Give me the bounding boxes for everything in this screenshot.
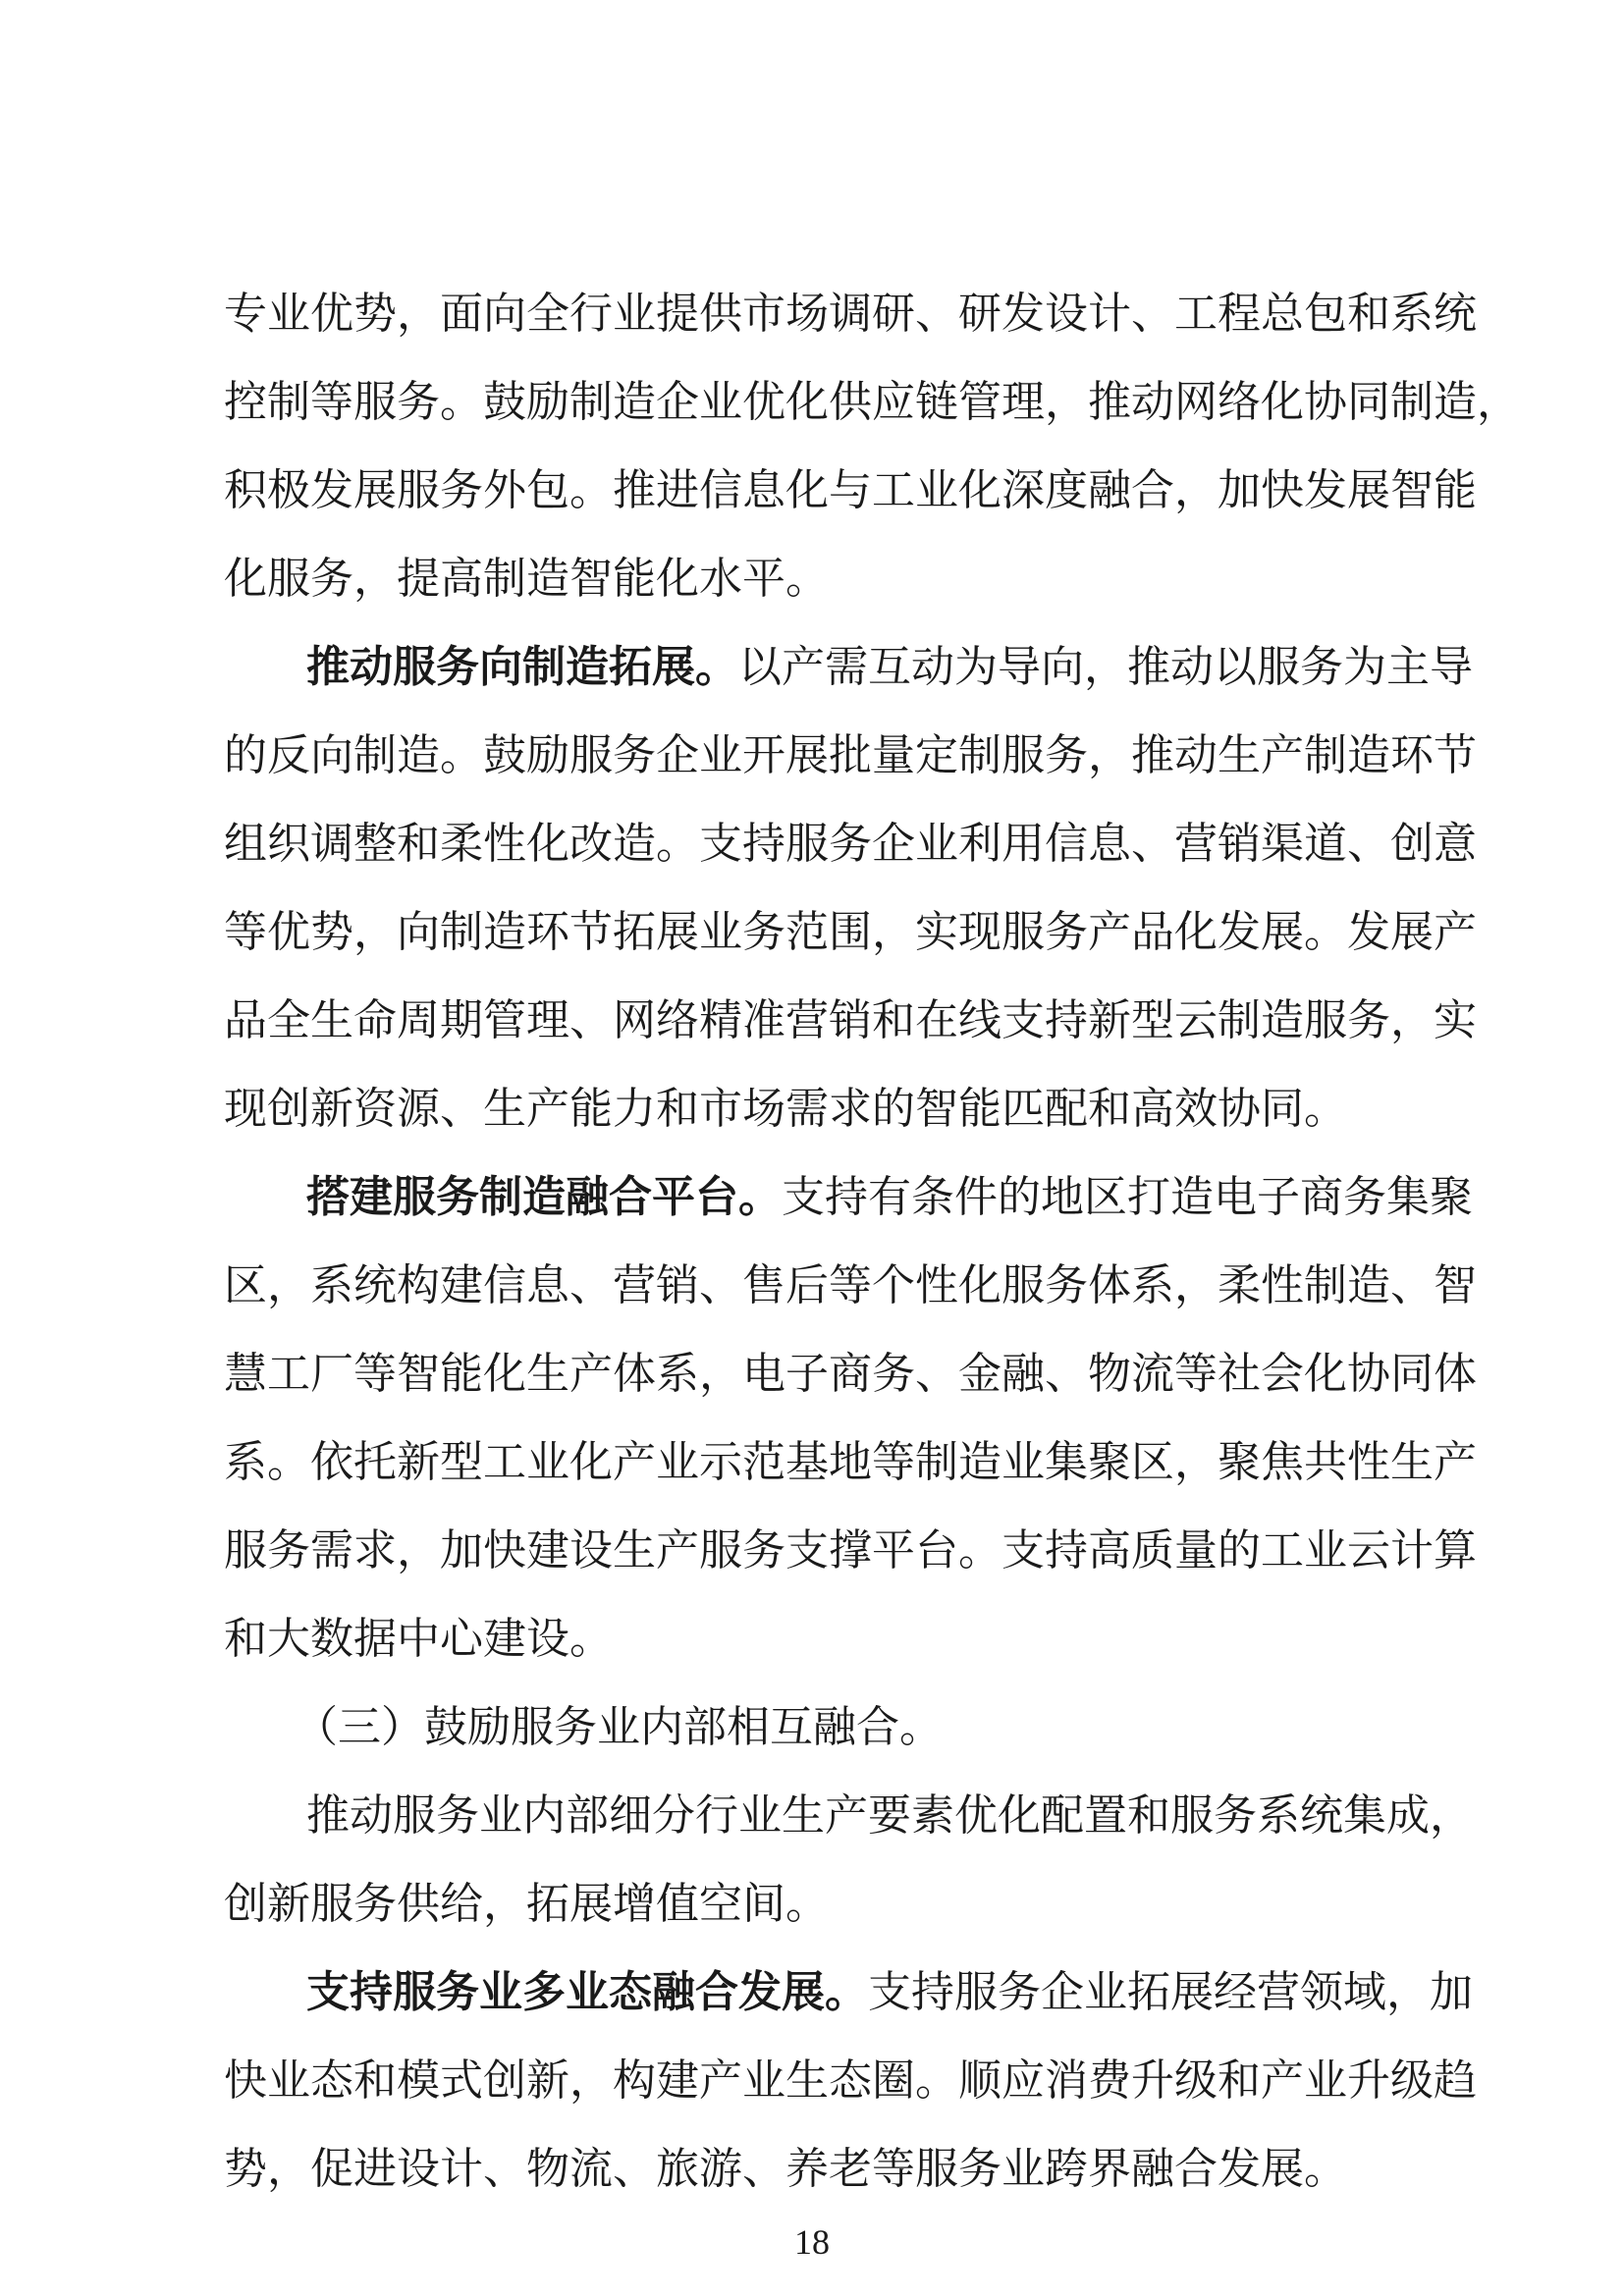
paragraph-first-line [306,1168,1473,1227]
text-line: 积极发展服务外包。推进信息化与工业化深度融合，加快发展智能 [224,465,1477,515]
paragraph-lead-heading: 推动服务向制造拓展。 [306,642,738,692]
text-line: 的反向制造。鼓励服务企业开展批量定制服务，推动生产制造环节 [224,730,1477,780]
text-line: 品全生命周期管理、网络精准营销和在线支持新型云制造服务，实 [224,995,1477,1045]
paragraph-text: 支持服务企业拓展经营领域，加 [868,1967,1473,2017]
paragraph-lead-heading: 搭建服务制造融合平台。 [306,1172,782,1222]
text-line: 组织调整和柔性化改造。支持服务企业利用信息、营销渠道、创意 [224,819,1477,869]
text-line: 区，系统构建信息、营销、售后等个性化服务体系，柔性制造、智 [224,1260,1477,1310]
text-line: 系。依托新型工业化产业示范基地等制造业集聚区，聚焦共性生产 [224,1437,1477,1487]
page-number: 18 [794,2222,830,2262]
text-line: 现创新资源、生产能力和市场需求的智能匹配和高效协同。 [224,1084,1347,1134]
section-heading: （三）鼓励服务业内部相互融合。 [295,1702,943,1752]
text-line: 快业态和模式创新，构建产业生态圈。顺应消费升级和产业升级趋 [224,2056,1477,2106]
text-line: 化服务，提高制造智能化水平。 [224,554,829,604]
text-line: 控制等服务。鼓励制造企业优化供应链管理，推动网络化协同制造， [224,377,1520,427]
text-line: 创新服务供给，拓展增值空间。 [224,1879,829,1929]
text-line: 慧工厂等智能化生产体系，电子商务、金融、物流等社会化协同体 [224,1349,1477,1399]
text-line: 推动服务业内部细分行业生产要素优化配置和服务系统集成， [306,1790,1473,1841]
text-line: 势，促进设计、物流、旅游、养老等服务业跨界融合发展。 [224,2144,1347,2194]
paragraph-first-line [306,1963,1473,2022]
text-line: 等优势，向制造环节拓展业务范围，实现服务产品化发展。发展产 [224,907,1477,957]
text-line: 服务需求，加快建设生产服务支撑平台。支持高质量的工业云计算 [224,1525,1477,1575]
text-line: 和大数据中心建设。 [224,1614,613,1664]
paragraph-text: 以产需互动为导向，推动以服务为主导 [738,642,1473,692]
paragraph-text: 支持有条件的地区打造电子商务集聚 [782,1172,1473,1222]
paragraph-lead-heading: 支持服务业多业态融合发展。 [306,1967,868,2017]
paragraph-first-line [306,638,1473,697]
text-line: 专业优势，面向全行业提供市场调研、研发设计、工程总包和系统 [224,289,1477,339]
